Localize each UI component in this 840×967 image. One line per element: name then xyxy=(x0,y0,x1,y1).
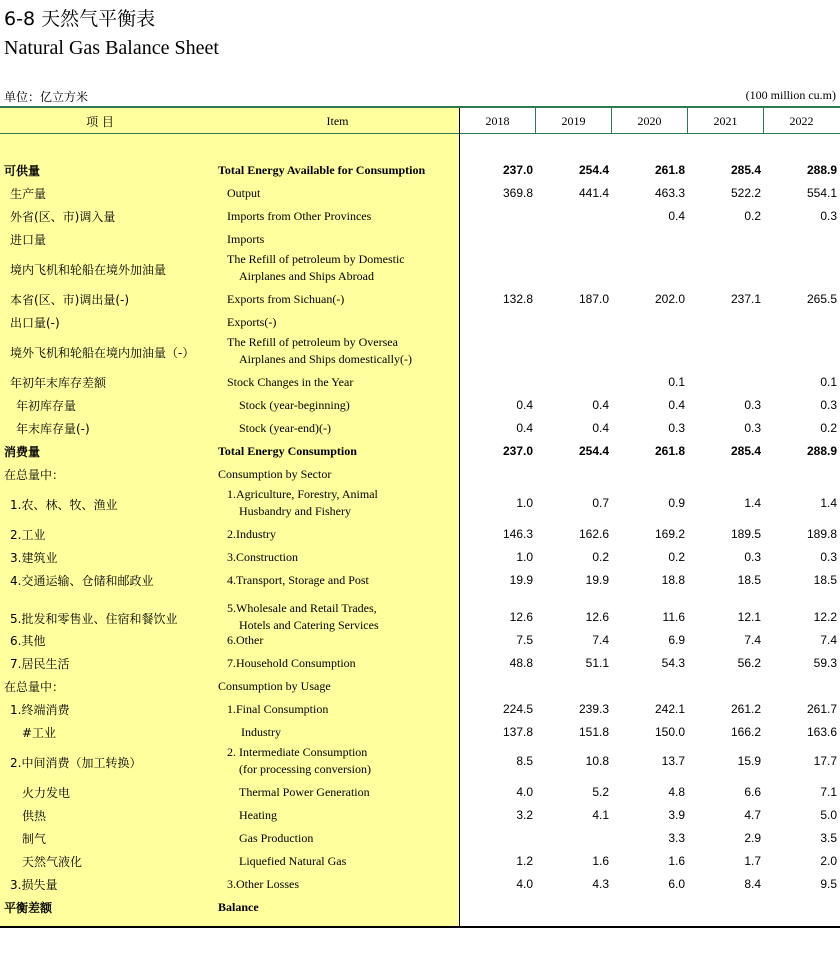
table-title-cn: 6-8 天然气平衡表 xyxy=(4,8,156,30)
cell-value: 189.8 xyxy=(806,527,837,541)
row-label-cn: 在总量中： xyxy=(4,680,65,694)
cell-value: 13.7 xyxy=(661,754,685,768)
row-label-cn: 年末库存量(-) xyxy=(16,422,90,436)
row-label-cn: 年初年末库存差额 xyxy=(10,376,107,390)
cell-value: 254.4 xyxy=(578,444,609,458)
cell-value: 0.4 xyxy=(668,209,685,223)
row-label-cn: 5.批发和零售业、住宿和餐饮业 xyxy=(10,612,178,626)
cell-value: 1.6 xyxy=(668,854,685,868)
row-label-en: Balance xyxy=(218,900,259,914)
cell-value: 1.7 xyxy=(744,854,761,868)
row-label-en: Total Energy Available for Consumption xyxy=(218,163,426,177)
row-label-en: Exports(-) xyxy=(227,315,277,329)
cell-value: 0.2 xyxy=(744,209,761,223)
cell-value: 0.3 xyxy=(744,421,761,435)
cell-value: 441.4 xyxy=(578,186,609,200)
row-label-cn: 消费量 xyxy=(4,445,41,459)
cell-value: 261.8 xyxy=(654,163,685,177)
row-label-en: 2. Intermediate Consumption (for processing conversion) xyxy=(227,745,371,776)
row-label-cn: 制气 xyxy=(22,832,47,846)
cell-value: 6.0 xyxy=(668,877,685,891)
cell-value: 0.2 xyxy=(592,550,609,564)
header-bottom-rule xyxy=(0,133,840,134)
row-label-cn: 进口量 xyxy=(10,233,47,247)
row-label-en: Exports from Sichuan(-) xyxy=(227,292,345,306)
row-label-en: Gas Production xyxy=(239,831,314,845)
row-label-cn: 1.终端消费 xyxy=(10,703,70,717)
cell-value: 8.5 xyxy=(516,754,533,768)
cell-value: 0.9 xyxy=(668,496,685,510)
header-year: 2019 xyxy=(561,114,586,128)
cell-value: 261.7 xyxy=(806,702,837,716)
row-label-en: 5.Wholesale and Retail Trades, Hotels and Catering Services xyxy=(227,601,379,632)
cell-value: 162.6 xyxy=(578,527,609,541)
row-label-cn: 7.居民生活 xyxy=(10,657,70,671)
cell-value: 4.1 xyxy=(592,808,609,822)
cell-value: 237.1 xyxy=(730,292,761,306)
row-label-cn: 2.中间消费（加工转换） xyxy=(10,756,142,770)
row-label-en: Thermal Power Generation xyxy=(239,785,370,799)
row-label-cn: 年初库存量 xyxy=(16,399,77,413)
row-label-en: Consumption by Sector xyxy=(218,467,332,481)
cell-value: 12.1 xyxy=(737,610,761,624)
cell-value: 1.4 xyxy=(744,496,761,510)
cell-value: 56.2 xyxy=(737,656,761,670)
row-label-en: 6.Other xyxy=(227,633,264,647)
row-label-en: The Refill of petroleum by Oversea Airplanes and Ships domestically(-) xyxy=(227,335,412,366)
cell-value: 4.0 xyxy=(516,785,533,799)
cell-value: 265.5 xyxy=(806,292,837,306)
cell-value: 0.3 xyxy=(820,550,837,564)
cell-value: 12.6 xyxy=(585,610,609,624)
cell-value: 3.3 xyxy=(668,831,685,845)
cell-value: 261.2 xyxy=(730,702,761,716)
table-bottom-rule xyxy=(0,926,840,928)
row-label-en: Liquefied Natural Gas xyxy=(239,854,347,868)
row-label-cn: 1.农、林、牧、渔业 xyxy=(10,498,118,512)
header-year: 2021 xyxy=(713,114,738,128)
cell-value: 224.5 xyxy=(502,702,533,716)
cell-value: 9.5 xyxy=(820,877,837,891)
cell-value: 4.8 xyxy=(668,785,685,799)
cell-value: 2.9 xyxy=(744,831,761,845)
cell-value: 4.3 xyxy=(592,877,609,891)
cell-value: 12.6 xyxy=(509,610,533,624)
row-label-en: Imports from Other Provinces xyxy=(227,209,372,223)
cell-value: 189.5 xyxy=(730,527,761,541)
row-label-cn: 平衡差额 xyxy=(4,901,53,915)
row-label-en: Consumption by Usage xyxy=(218,679,331,693)
cell-value: 6.9 xyxy=(668,633,685,647)
cell-value: 3.9 xyxy=(668,808,685,822)
row-label-cn: 供热 xyxy=(22,809,47,823)
cell-value: 10.8 xyxy=(585,754,609,768)
cell-value: 18.8 xyxy=(661,573,685,587)
cell-value: 261.8 xyxy=(654,444,685,458)
cell-value: 4.0 xyxy=(516,877,533,891)
cell-value: 3.5 xyxy=(820,831,837,845)
cell-value: 463.3 xyxy=(654,186,685,200)
cell-value: 163.6 xyxy=(806,725,837,739)
row-label-en: Imports xyxy=(227,232,265,246)
cell-value: 0.3 xyxy=(668,421,685,435)
cell-value: 169.2 xyxy=(654,527,685,541)
cell-value: 0.4 xyxy=(592,421,609,435)
cell-value: 0.3 xyxy=(820,209,837,223)
row-label-cn: 火力发电 xyxy=(22,786,71,800)
cell-value: 11.6 xyxy=(662,610,685,624)
cell-value: 239.3 xyxy=(578,702,609,716)
cell-value: 7.5 xyxy=(516,633,533,647)
cell-value: 0.2 xyxy=(820,421,837,435)
cell-value: 0.3 xyxy=(744,550,761,564)
column-divider xyxy=(459,108,460,926)
cell-value: 146.3 xyxy=(502,527,533,541)
cell-value: 7.4 xyxy=(744,633,761,647)
cell-value: 5.0 xyxy=(820,808,837,822)
cell-value: 137.8 xyxy=(502,725,533,739)
cell-value: 285.4 xyxy=(730,444,761,458)
row-label-cn: 2.工业 xyxy=(10,528,46,542)
cell-value: 166.2 xyxy=(730,725,761,739)
cell-value: 6.6 xyxy=(744,785,761,799)
cell-value: 7.1 xyxy=(820,785,837,799)
row-label-cn: 3.损失量 xyxy=(10,878,58,892)
cell-value: 285.4 xyxy=(730,163,761,177)
cell-value: 59.3 xyxy=(813,656,837,670)
row-label-en: 1.Final Consumption xyxy=(227,702,329,716)
cell-value: 288.9 xyxy=(806,163,837,177)
cell-value: 151.8 xyxy=(578,725,609,739)
row-label-en: Heating xyxy=(239,808,277,822)
table-top-rule xyxy=(0,106,840,108)
cell-value: 54.3 xyxy=(661,656,685,670)
cell-value: 132.8 xyxy=(502,292,533,306)
cell-value: 202.0 xyxy=(654,292,685,306)
cell-value: 8.4 xyxy=(744,877,761,891)
cell-value: 1.4 xyxy=(820,496,837,510)
row-label-cn: 在总量中： xyxy=(4,468,65,482)
row-label-cn: 可供量 xyxy=(4,164,41,178)
row-label-cn: 4.交通运输、仓储和邮政业 xyxy=(10,574,154,588)
cell-value: 51.1 xyxy=(585,656,609,670)
row-label-en: Stock (year-end)(-) xyxy=(239,421,332,435)
cell-value: 19.9 xyxy=(509,573,533,587)
header-year: 2020 xyxy=(637,114,662,128)
cell-value: 237.0 xyxy=(502,444,533,458)
cell-value: 187.0 xyxy=(578,292,609,306)
cell-value: 48.8 xyxy=(509,656,533,670)
row-label-en: 1.Agriculture, Forestry, Animal Husbandry and Fishery xyxy=(227,487,378,518)
row-label-en: 2.Industry xyxy=(227,527,276,541)
row-label-en: The Refill of petroleum by Domestic Airplanes and Ships Abroad xyxy=(227,252,405,283)
row-label-cn: 3.建筑业 xyxy=(10,551,58,565)
cell-value: 1.2 xyxy=(516,854,533,868)
row-label-cn: 境外飞机和轮船在境内加油量（-） xyxy=(10,346,195,360)
unit-label-en: (100 million cu.m) xyxy=(745,88,836,102)
cell-value: 0.4 xyxy=(592,398,609,412)
row-label-en: 4.Transport, Storage and Post xyxy=(227,573,369,587)
cell-value: 7.4 xyxy=(820,633,837,647)
header-year: 2022 xyxy=(789,114,814,128)
cell-value: 0.4 xyxy=(516,421,533,435)
cell-value: 0.7 xyxy=(592,496,609,510)
cell-value: 242.1 xyxy=(654,702,685,716)
row-label-en: Industry xyxy=(241,725,281,739)
cell-value: 5.2 xyxy=(592,785,609,799)
cell-value: 7.4 xyxy=(592,633,609,647)
row-label-en: Stock Changes in the Year xyxy=(227,375,354,389)
header-year: 2018 xyxy=(485,114,510,128)
cell-value: 1.6 xyxy=(592,854,609,868)
row-label-en: Total Energy Consumption xyxy=(218,444,357,458)
cell-value: 254.4 xyxy=(578,163,609,177)
row-label-en: 3.Other Losses xyxy=(227,877,299,891)
row-label-cn: 生产量 xyxy=(10,187,47,201)
row-label-cn: 出口量(-) xyxy=(10,316,60,330)
cell-value: 554.1 xyxy=(806,186,837,200)
header-item-en: Item xyxy=(326,114,349,128)
cell-value: 522.2 xyxy=(730,186,761,200)
cell-value: 1.0 xyxy=(516,550,533,564)
cell-value: 0.1 xyxy=(820,375,837,389)
row-label-cn: 本省(区、市)调出量(-) xyxy=(10,293,130,307)
cell-value: 18.5 xyxy=(737,573,761,587)
row-label-en: Stock (year-beginning) xyxy=(239,398,350,412)
table-title-en: Natural Gas Balance Sheet xyxy=(4,37,219,59)
cell-value: 288.9 xyxy=(806,444,837,458)
header-item-cn: 项 目 xyxy=(86,115,114,129)
cell-value: 19.9 xyxy=(585,573,609,587)
cell-value: 150.0 xyxy=(654,725,685,739)
row-label-cn: 外省(区、市)调入量 xyxy=(10,210,116,224)
cell-value: 18.5 xyxy=(813,573,837,587)
cell-value: 0.3 xyxy=(820,398,837,412)
cell-value: 0.4 xyxy=(516,398,533,412)
cell-value: 12.2 xyxy=(813,610,837,624)
cell-value: 0.3 xyxy=(744,398,761,412)
row-label-cn: 6.其他 xyxy=(10,634,46,648)
cell-value: 17.7 xyxy=(813,754,837,768)
row-label-en: 3.Construction xyxy=(227,550,298,564)
row-label-cn: 天然气液化 xyxy=(22,855,83,869)
cell-value: 15.9 xyxy=(737,754,761,768)
cell-value: 369.8 xyxy=(502,186,533,200)
unit-label-cn: 单位：亿立方米 xyxy=(4,90,89,104)
cell-value: 4.7 xyxy=(744,808,761,822)
cell-value: 0.2 xyxy=(668,550,685,564)
cell-value: 237.0 xyxy=(502,163,533,177)
cell-value: 3.2 xyxy=(516,808,533,822)
balance-table xyxy=(0,106,840,928)
cell-value: 1.0 xyxy=(516,496,533,510)
row-label-cn: 境内飞机和轮船在境外加油量 xyxy=(10,263,167,277)
cell-value: 0.1 xyxy=(668,375,685,389)
row-label-cn: #工业 xyxy=(22,726,57,740)
row-label-en: 7.Household Consumption xyxy=(227,656,356,670)
cell-value: 2.0 xyxy=(820,854,837,868)
cell-value: 0.4 xyxy=(668,398,685,412)
row-label-en: Output xyxy=(227,186,261,200)
